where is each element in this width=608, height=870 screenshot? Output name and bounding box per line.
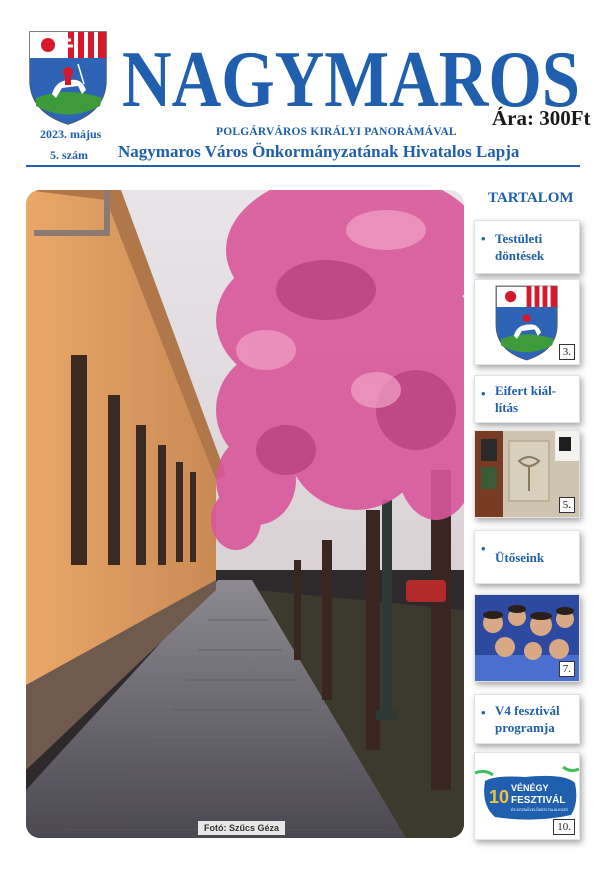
page-number: 3. — [559, 344, 575, 360]
svg-text:10: 10 — [489, 787, 510, 807]
masthead-divider — [26, 165, 580, 167]
issue-date: 2023. május — [40, 127, 102, 141]
toc-item-label: Ütőseink — [495, 549, 545, 565]
bullet-icon: • — [481, 541, 486, 556]
svg-text:ÉS KÖZMŰVELŐDÉSI TALÁLKOZÓ: ÉS KÖZMŰVELŐDÉSI TALÁLKOZÓ — [511, 808, 569, 812]
toc-thumb-page-5[interactable] — [474, 430, 580, 518]
toc-thumb-page-10[interactable] — [474, 752, 580, 840]
page-number: 10. — [553, 819, 575, 835]
svg-text:VÉNÉGY: VÉNÉGY — [511, 783, 549, 793]
contents-heading: TARTALOM — [488, 190, 574, 206]
bullet-icon: • — [481, 705, 486, 720]
toc-item-label: V4 fesztivál programja — [495, 703, 560, 735]
toc-item-utoseink[interactable] — [474, 530, 580, 584]
tagline: POLGÁRVÁROS KIRÁLYI PANORÁMÁVAL — [216, 126, 457, 138]
cover-photo — [26, 190, 464, 838]
coat-of-arms-icon — [26, 28, 110, 126]
toc-item-label: Eifert kiál- lítás — [495, 383, 557, 415]
toc-thumb-page-3[interactable] — [474, 279, 580, 365]
masthead-title — [122, 28, 592, 116]
toc-thumb-page-7[interactable] — [474, 594, 580, 682]
issue-number: 5. szám — [50, 148, 88, 162]
toc-item-eifert-kiallitas[interactable] — [474, 375, 580, 423]
toc-item-v4-fesztival[interactable] — [474, 694, 580, 744]
page-number: 7. — [559, 661, 575, 677]
bullet-icon: • — [481, 386, 486, 401]
bullet-icon: • — [481, 231, 486, 246]
masthead-subtitle: Nagymaros Város Önkormányzatának Hivatalos Lapja — [118, 142, 520, 161]
price-label: Ára: 300Ft — [492, 106, 591, 130]
svg-text:NAGYMAROS: NAGYMAROS — [122, 36, 580, 116]
page-number: 5. — [559, 497, 575, 513]
photo-credit: Fotó: Szűcs Géza — [198, 821, 285, 835]
svg-text:FESZTIVÁL: FESZTIVÁL — [511, 795, 566, 806]
toc-item-testuleti-dontesek[interactable] — [474, 220, 580, 274]
toc-item-label: Testületi döntések — [495, 231, 545, 263]
